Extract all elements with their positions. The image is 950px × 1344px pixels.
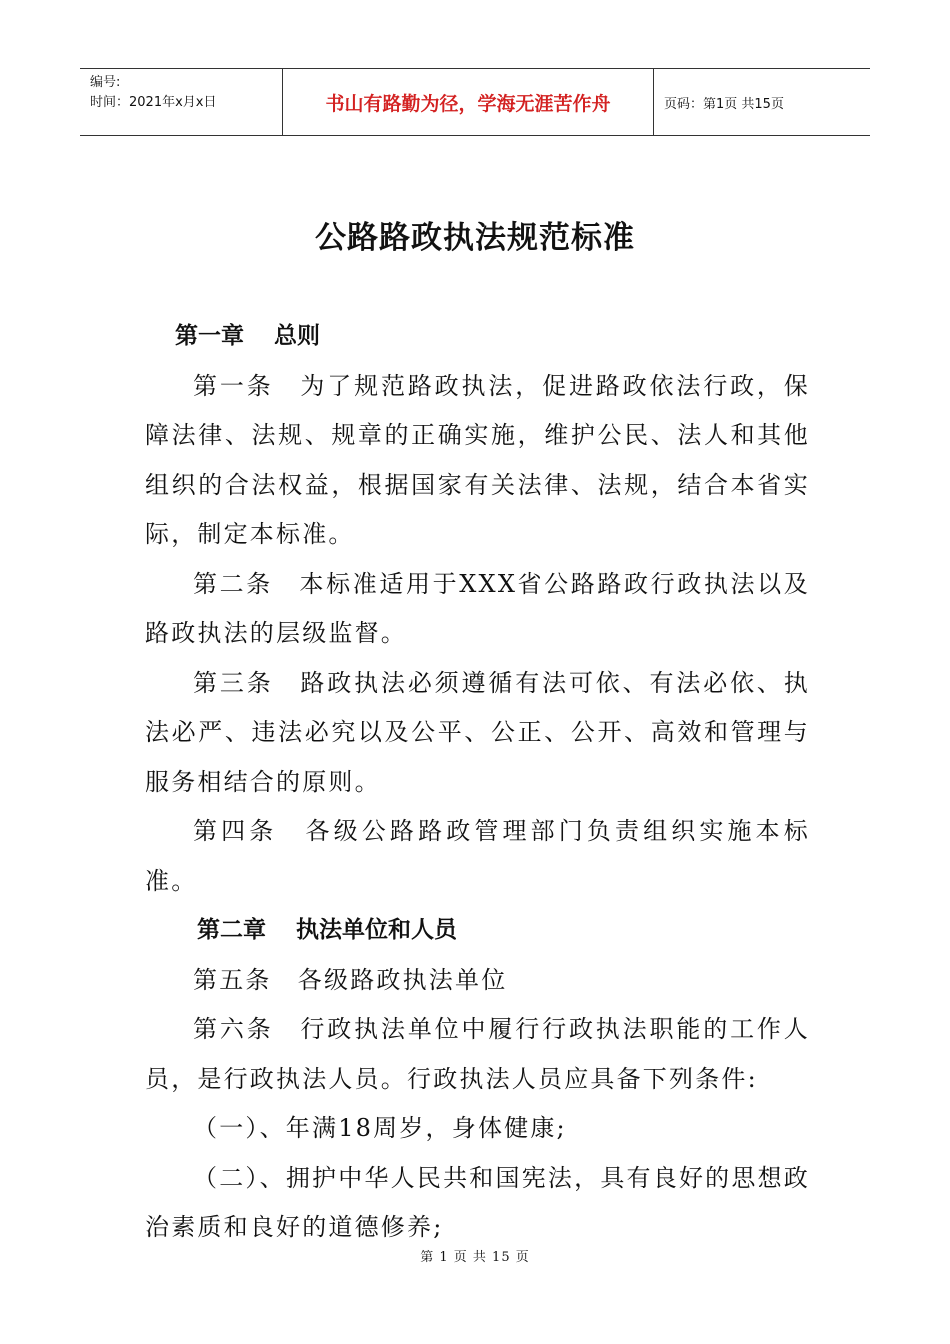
chapter-name: 总则 (274, 323, 320, 349)
page-footer: 第 1 页 共 15 页 (420, 1250, 530, 1265)
header-meta (80, 69, 282, 135)
number-label: 编号: (90, 75, 121, 90)
list-item: （一）、年满18周岁，身体健康; (193, 1114, 567, 1142)
article-paragraph: 第六条 行政执法单位中履行行政执法职能的工作人员，是行政执法人员。行政执法人员应具备下列条件: (145, 1015, 810, 1093)
chapter-heading (145, 906, 810, 956)
chapter-label: 第二章 (197, 917, 266, 943)
chapter-name: 执法单位和人员 (296, 917, 457, 943)
article-paragraph: 第一条 为了规范路政执法，促进路政依法行政，保障法律、法规、规章的正确实施，维护公民、法人和其他组织的合法权益，根据国家有关法律、法规，结合本省实际，制定本标准。 (145, 371, 810, 548)
list-item: （二）、拥护中华人民共和国宪法，具有良好的思想政治素质和良好的道德修养; (145, 1163, 810, 1241)
article-paragraph: 第二条 本标准适用于XXX省公路路政行政执法以及路政执法的层级监督。 (145, 569, 810, 647)
document-body (145, 312, 810, 1253)
document-title: 公路路政执法规范标准 (315, 220, 635, 256)
article-paragraph: 第五条 各级路政执法单位 (193, 965, 508, 994)
article-paragraph: 第三条 路政执法必须遵循有法可依、有法必依、执法必严、违法必究以及公平、公正、公开、高效和管理与服务相结合的原则。 (145, 668, 810, 796)
chapter-label: 第一章 (175, 323, 244, 349)
article-paragraph: 第四条 各级公路路政管理部门负责组织实施本标准。 (145, 817, 810, 895)
document-header (80, 68, 870, 136)
chapter-heading (145, 312, 810, 362)
time-label: 时间：2021年x月x日 (90, 95, 217, 110)
header-motto: 书山有路勤为径，学海无涯苦作舟 (282, 69, 654, 135)
header-page-info: 页码：第1页 共15页 (664, 96, 784, 112)
